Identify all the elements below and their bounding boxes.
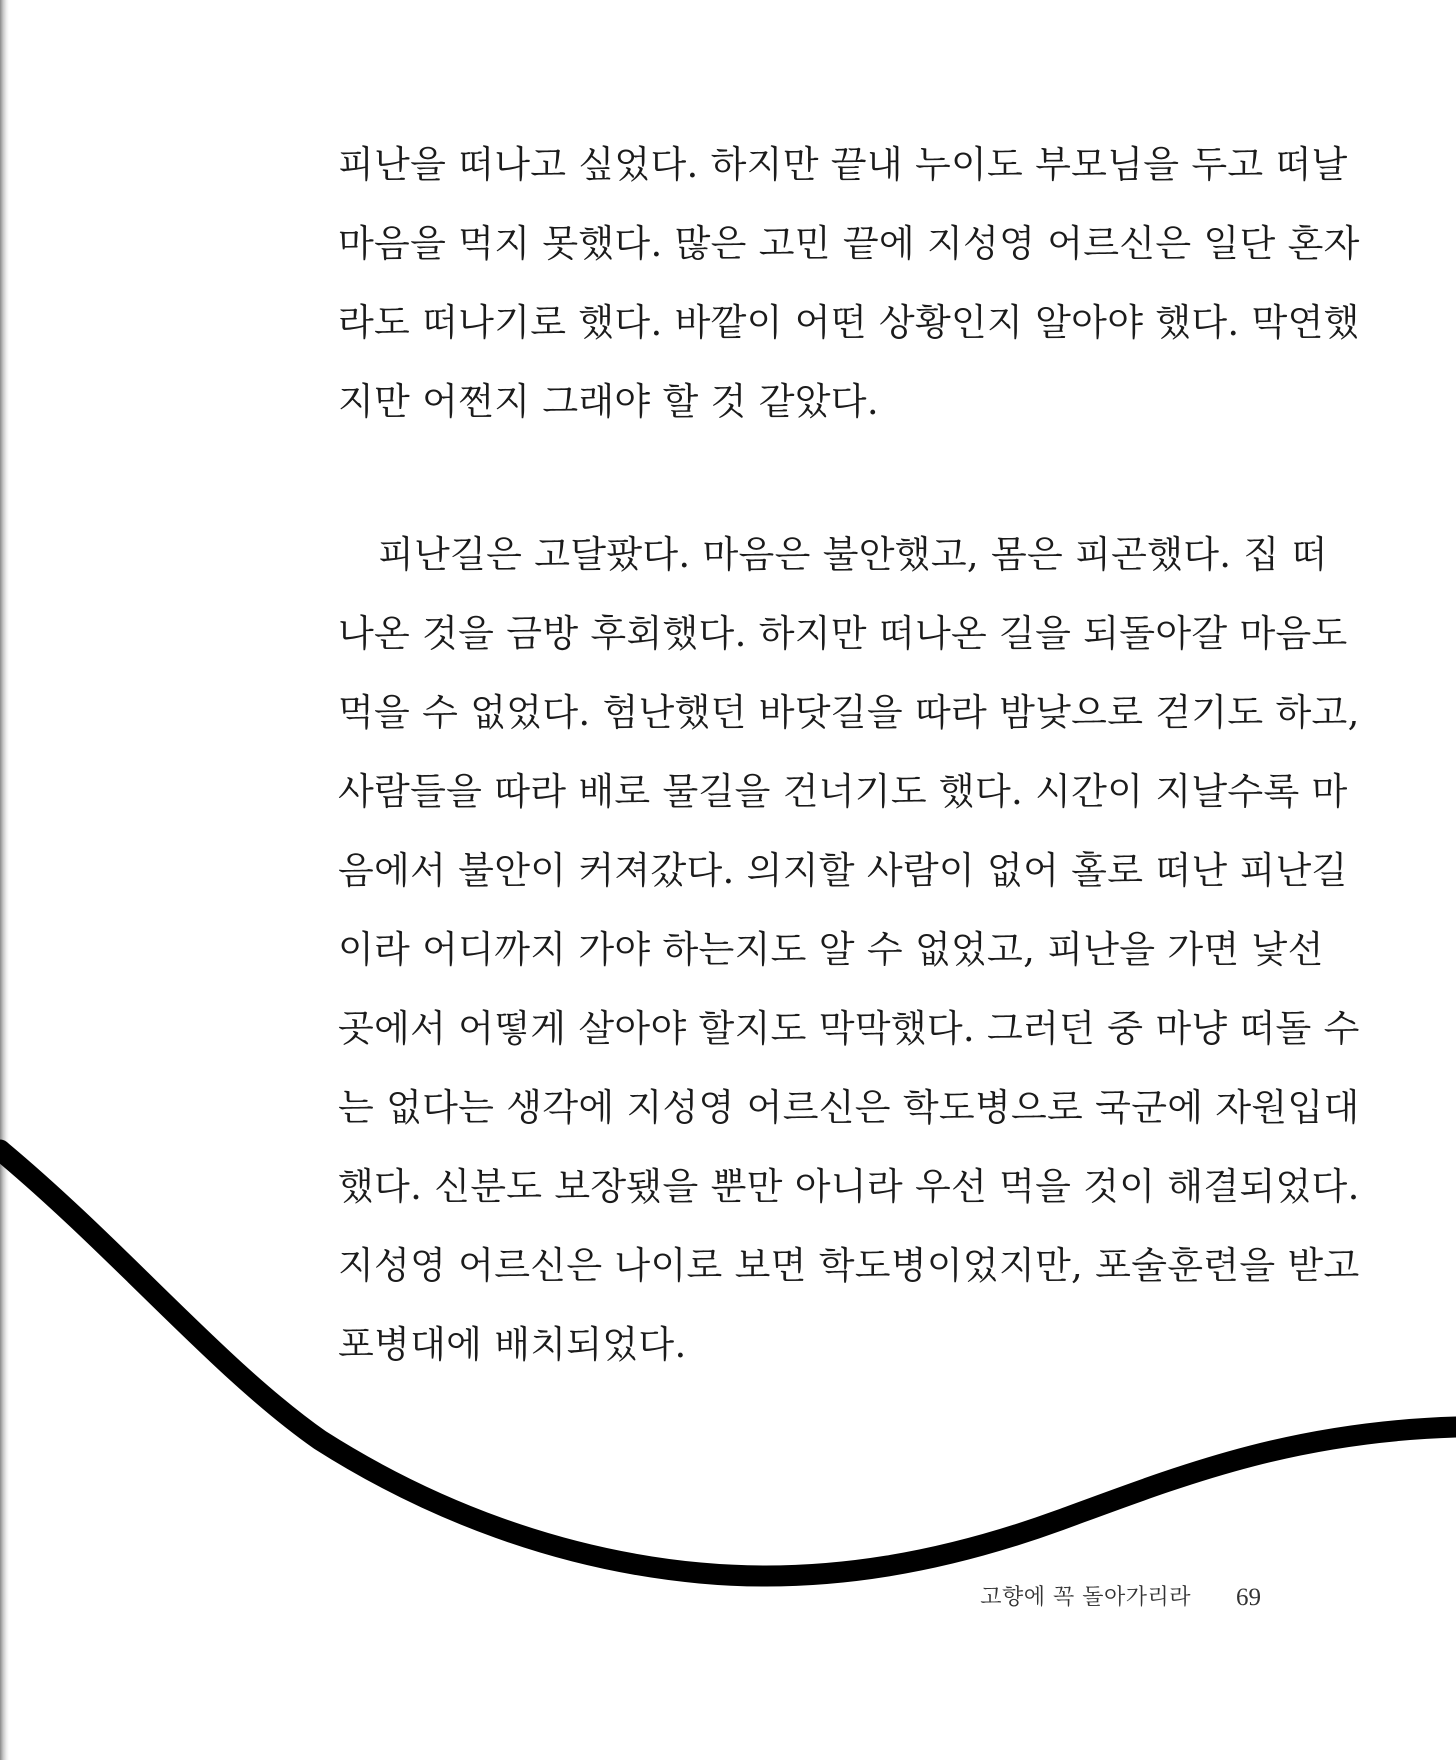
text-line: 지만 어쩐지 그래야 할 것 같았다. bbox=[338, 380, 879, 423]
page-number: 69 bbox=[1236, 1584, 1261, 1611]
text-line: 곳에서 어떻게 살아야 할지도 막막했다. 그러던 중 마냥 떠돌 수 bbox=[338, 1007, 1360, 1050]
text-line: 먹을 수 없었다. 험난했던 바닷길을 따라 밤낮으로 걷기도 하고, bbox=[338, 691, 1360, 734]
text-line: 라도 떠나기로 했다. 바깥이 어떤 상황인지 알아야 했다. 막연했 bbox=[338, 301, 1360, 344]
text-line: 마음을 먹지 못했다. 많은 고민 끝에 지성영 어르신은 일단 혼자 bbox=[338, 222, 1360, 265]
text-line: 했다. 신분도 보장됐을 뿐만 아니라 우선 먹을 것이 해결되었다. bbox=[338, 1165, 1360, 1208]
running-footer-title: 고향에 꼭 돌아가리라 bbox=[980, 1585, 1191, 1610]
text-line: 음에서 불안이 커져갔다. 의지할 사람이 없어 홀로 떠난 피난길 bbox=[338, 849, 1348, 892]
text-line: 나온 것을 금방 후회했다. 하지만 떠나온 길을 되돌아갈 마음도 bbox=[338, 612, 1348, 655]
text-line: 이라 어디까지 가야 하는지도 알 수 없었고, 피난을 가면 낯선 bbox=[338, 928, 1324, 971]
text-line: 는 없다는 생각에 지성영 어르신은 학도병으로 국군에 자원입대 bbox=[338, 1086, 1360, 1129]
text-line: 포병대에 배치되었다. bbox=[338, 1323, 687, 1366]
text-line: 피난을 떠나고 싶었다. 하지만 끝내 누이도 부모님을 두고 떠날 bbox=[338, 143, 1348, 186]
text-line: 지성영 어르신은 나이로 보면 학도병이었지만, 포술훈련을 받고 bbox=[338, 1244, 1360, 1287]
text-line: 사람들을 따라 배로 물길을 건너기도 했다. 시간이 지날수록 마 bbox=[338, 770, 1348, 813]
text-line: 피난길은 고달팠다. 마음은 불안했고, 몸은 피곤했다. 집 떠 bbox=[378, 533, 1328, 576]
